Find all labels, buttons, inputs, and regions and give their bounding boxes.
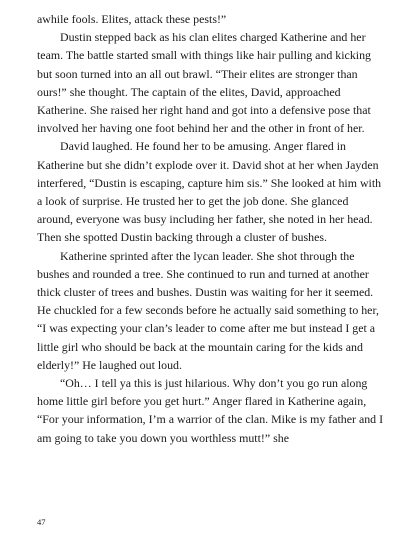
- paragraph: Katherine sprinted after the lycan leader. She shot through the bushes and rounded a tree. She continued to run and turned at another thick cluster of trees and bushes. Dustin was waiting for her it seemed. He chuckled for a few seconds before he actually said something to her, “I was expecting your clan’s leader to come after me but instead I get a little girl who should be back at the mountain caring for the kids and elderly!” He laughed out loud.: [37, 248, 379, 372]
- body-text: [37, 10, 387, 447]
- paragraph: “Oh… I tell ya this is just hilarious. Why don’t you go run along home little girl before you get hurt.” Anger flared in Katherine again, “For your information, I’m a warrior of the clan. Mike is my father and I am going to take you down you worthless mutt!” she: [37, 376, 384, 445]
- page-number: 47: [37, 517, 46, 527]
- paragraph: David laughed. He found her to be amusing. Anger flared in Katherine but she didn’t explode over it. David shot at her when Jayden interfered, “Dustin is escaping, capture him sis.” She looked at him with a look of surprise. He trusted her to get the job done. She glanced around, everyone was busy including her father, she noted in her head. Then she spotted Dustin backing through a cluster of bushes.: [37, 139, 382, 245]
- paragraph: Dustin stepped back as his clan elites charged Katherine and her team. The battle started small with things like hair pulling and kicking but soon turned into an all out brawl. “Their elites are stronger than ours!” she thought. The captain of the elites, David, approached Katherine. She raised her right hand and got into a defensive pose that involved her having one foot behind her and the other in front of her.: [37, 30, 371, 136]
- paragraph-continuation: awhile fools. Elites, attack these pests!”: [37, 12, 227, 26]
